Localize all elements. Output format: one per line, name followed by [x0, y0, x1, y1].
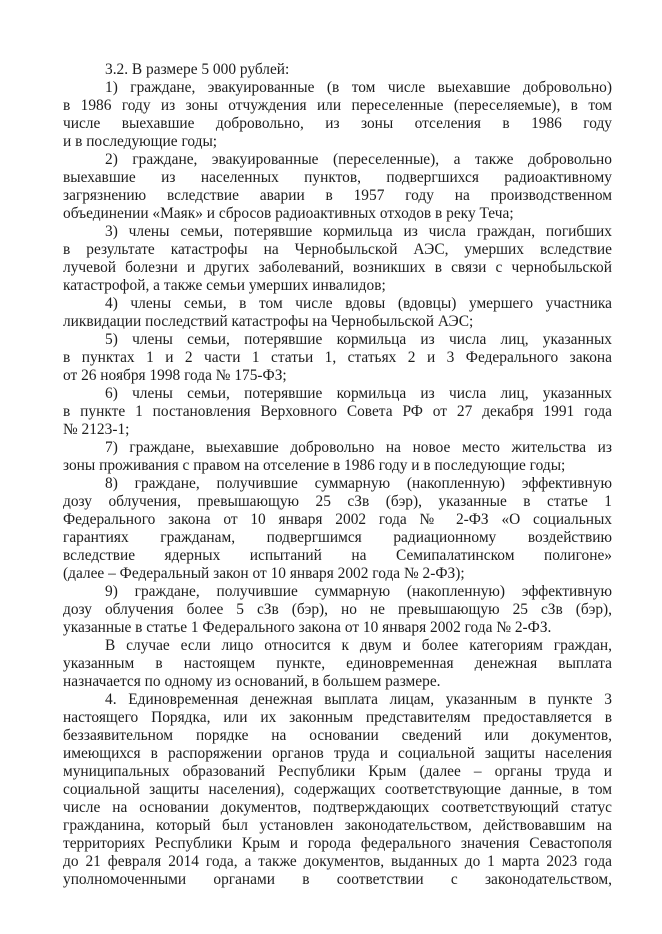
- document-body: [63, 61, 612, 889]
- text-line: дозу облучения, превышающую 25 сЗв (бэр), указанные в статье 1: [63, 493, 612, 510]
- text-line: лучевой болезни и других заболеваний, возникших в связи с чернобыльской: [63, 259, 612, 276]
- text-line: ликвидации последствий катастрофы на Чернобыльской АЭС;: [63, 313, 474, 330]
- paragraph-4: [63, 295, 612, 331]
- paragraph-9: [63, 583, 612, 637]
- text-line: 4) члены семьи, в том числе вдовы (вдовцы) умершего участника: [105, 295, 612, 312]
- text-line: уполномоченными органами в соответствии с законодательством,: [63, 871, 612, 888]
- text-line: 4. Единовременная денежная выплата лицам, указанным в пункте 3: [105, 691, 612, 708]
- text-line: 7) граждане, выехавшие добровольно на новое место жительства из: [105, 439, 612, 456]
- paragraph-8: [63, 475, 612, 583]
- text-line: 2) граждане, эвакуированные (переселенные), а также добровольно: [105, 151, 612, 168]
- paragraph-2: [63, 151, 612, 223]
- text-line: 1) граждане, эвакуированные (в том числе выехавшие добровольно): [105, 79, 612, 96]
- text-line: в 1986 году из зоны отчуждения или переселенные (переселяемые), в том: [63, 97, 612, 114]
- text-line: 8) граждане, получившие суммарную (накопленную) эффективную: [105, 475, 612, 492]
- text-line: (далее – Федеральный закон от 10 января 2002 года № 2-ФЗ);: [63, 565, 465, 582]
- text-line: от 26 ноября 1998 года № 175-ФЗ;: [63, 367, 287, 384]
- text-line: имеющихся в распоряжении органов труда и социальной защиты населения: [63, 745, 612, 762]
- text-line: катастрофой, а также семьи умерших инвалидов;: [63, 277, 386, 294]
- text-line: № 2123-1;: [63, 421, 130, 438]
- text-line: и в последующие годы;: [63, 133, 218, 150]
- text-line: 3) члены семьи, потерявшие кормильца из числа граждан, погибших: [105, 223, 612, 240]
- paragraph-0: [63, 61, 612, 79]
- text-line: 3.2. В размере 5 000 рублей:: [105, 61, 290, 78]
- text-line: 5) члены семьи, потерявшие кормильца из числа лиц, указанных: [105, 331, 612, 348]
- text-line: территориях Республики Крым и города федерального значения Севастополя: [63, 835, 612, 852]
- paragraph-7: [63, 439, 612, 475]
- text-line: загрязнению вследствие аварии в 1957 году на производственном: [63, 187, 612, 204]
- text-line: настоящего Порядка, или их законным представителям предоставляется в: [63, 709, 612, 726]
- text-line: 6) члены семьи, потерявшие кормильца из числа лиц, указанных: [105, 385, 612, 402]
- paragraph-6: [63, 385, 612, 439]
- text-line: в пунктах 1 и 2 части 1 статьи 1, статьях 2 и 3 Федерального закона: [63, 349, 612, 366]
- text-line: до 21 февраля 2014 года, а также документов, выданных до 1 марта 2023 года: [63, 853, 612, 870]
- text-line: муниципальных образований Республики Крым (далее – органы труда и: [63, 763, 612, 780]
- text-line: вследствие ядерных испытаний на Семипалатинском полигоне»: [63, 547, 612, 564]
- text-line: зоны проживания с правом на отселение в 1986 году и в последующие годы;: [63, 457, 566, 474]
- text-line: социальной защиты населения), содержащих соответствующие данные, в том: [63, 781, 612, 798]
- paragraph-10: [63, 637, 612, 691]
- text-line: 9) граждане, получившие суммарную (накопленную) эффективную: [105, 583, 612, 600]
- text-line: в результате катастрофы на Чернобыльской АЭС, умерших вследствие: [63, 241, 612, 258]
- text-line: числе выехавшие добровольно, из зоны отселения в 1986 году: [63, 115, 612, 132]
- text-line: дозу облучения более 5 сЗв (бэр), но не превышающую 25 сЗв (бэр),: [63, 601, 612, 618]
- text-line: выехавшие из населенных пунктов, подвергшихся радиоактивному: [63, 169, 612, 186]
- text-line: гарантиях гражданам, подвергшимся радиационному воздействию: [63, 529, 612, 546]
- text-line: в пункте 1 постановления Верховного Совета РФ от 27 декабря 1991 года: [63, 403, 612, 420]
- text-line: объединении «Маяк» и сбросов радиоактивных отходов в реку Теча;: [63, 205, 514, 222]
- paragraph-11: [63, 691, 612, 889]
- text-line: числе на основании документов, подтверждающих соответствующий статус: [63, 799, 612, 816]
- text-line: указанные в статье 1 Федерального закона от 10 января 2002 года № 2-ФЗ.: [63, 619, 552, 636]
- text-line: Федерального закона от 10 января 2002 года № 2-ФЗ «О социальных: [63, 511, 612, 528]
- text-line: гражданина, который был установлен законодательством, действовавшим на: [63, 817, 612, 834]
- paragraph-5: [63, 331, 612, 385]
- text-line: беззаявительном порядке на основании сведений или документов,: [63, 727, 612, 744]
- text-line: назначается по одному из оснований, в большем размере.: [63, 673, 441, 690]
- paragraph-1: [63, 79, 612, 151]
- text-line: В случае если лицо относится к двум и более категориям граждан,: [105, 637, 612, 654]
- text-line: указанным в настоящем пункте, единовременная денежная выплата: [63, 655, 612, 672]
- paragraph-3: [63, 223, 612, 295]
